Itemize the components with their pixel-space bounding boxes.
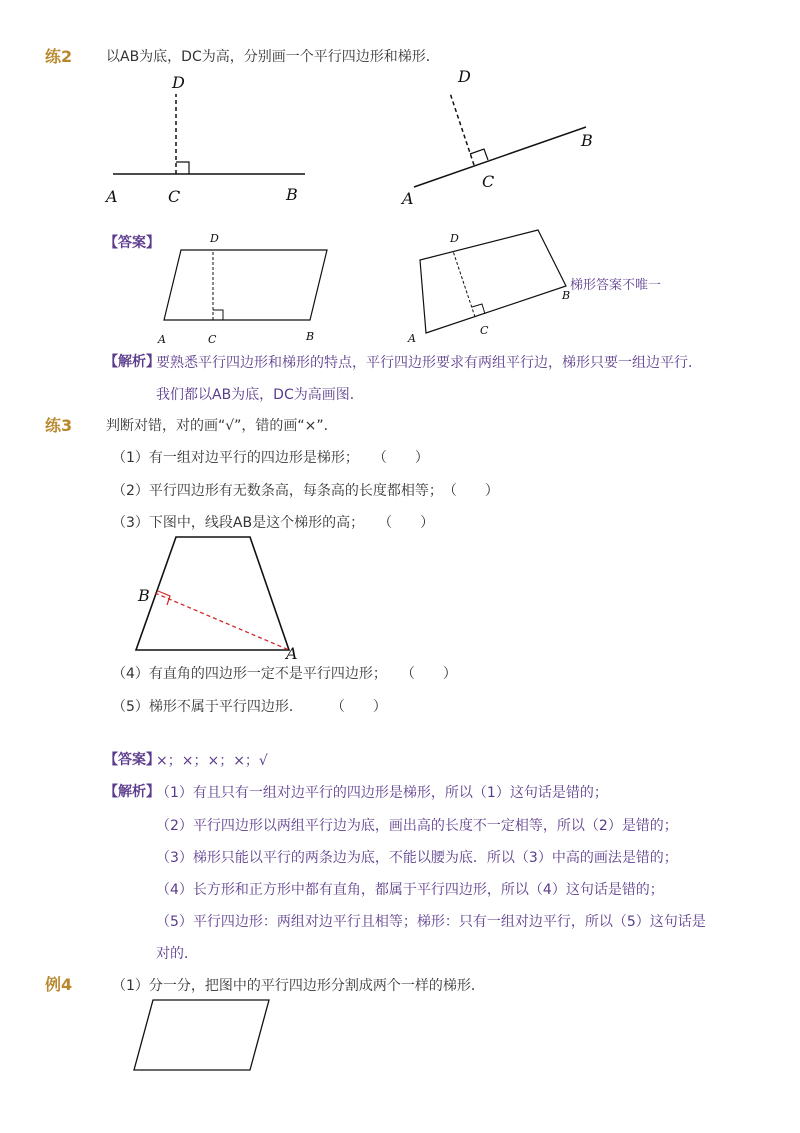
explain-line-1: 要熟悉平行四边形和梯形的特点，平行四边形要求有两组平行边，梯形只要一组边平行． (156, 355, 702, 371)
label-c: C (482, 172, 495, 191)
explain-line: （5）平行四边形：两组对边平行且相等；梯形：只有一组对边平行，所以（5）这句话是 (156, 914, 706, 930)
label-a: A (158, 333, 166, 346)
judge-item: （3）下图中，线段AB是这个梯形的高； （ ） (112, 515, 435, 531)
answer-note: 梯形答案不唯一 (570, 278, 662, 293)
judge-item: （1）有一组对边平行的四边形是梯形； （ ） (112, 450, 429, 466)
judge-item: （2）平行四边形有无数条高，每条高的长度都相等； （ ） (112, 483, 499, 499)
label-d: D (450, 232, 459, 245)
example-question: （1）分一分，把图中的平行四边形分割成两个一样的梯形． (112, 978, 485, 994)
answer-tag: 【答案】 (104, 752, 160, 768)
exercise-tag: 练2 (45, 47, 73, 66)
label-d: D (210, 232, 219, 245)
example-tag: 例4 (45, 975, 73, 994)
exercise-question: 以AB为底，DC为高，分别画一个平行四边形和梯形． (106, 49, 440, 65)
explain-line: （2）平行四边形以两组平行边为底，画出高的长度不一定相等，所以（2）是错的； (156, 818, 678, 834)
label-d: D (458, 67, 471, 86)
explain-tag: 【解析】 (104, 784, 160, 800)
label-b: B (286, 185, 298, 204)
label-d: D (172, 73, 185, 92)
label-a: A (402, 189, 414, 208)
label-c: C (208, 333, 217, 346)
parallelogram (134, 1000, 269, 1070)
answer-tag: 【答案】 (104, 235, 160, 251)
label-a: A (106, 187, 118, 206)
explain-tag: 【解析】 (104, 354, 160, 370)
label-c: C (480, 324, 489, 337)
label-b: B (562, 289, 571, 302)
explain-line: （4）长方形和正方形中都有直角，都属于平行四边形，所以（4）这句话是错的； (156, 882, 664, 898)
answer-text: ×；×；×；×；√ (156, 753, 268, 769)
label-b: B (306, 330, 315, 343)
exercise-tag: 练3 (45, 416, 73, 435)
explain-line: （1）有且只有一组对边平行的四边形是梯形，所以（1）这句话是错的； (156, 785, 608, 801)
explain-line-2: 我们都以AB为底，DC为高画图． (156, 387, 364, 403)
label-c: C (168, 187, 181, 206)
judge-item: （4）有直角的四边形一定不是平行四边形； （ ） (112, 666, 457, 682)
explain-line: （3）梯形只能以平行的两条边为底，不能以腰为底．所以（3）中高的画法是错的； (156, 850, 678, 866)
label-b: B (138, 586, 150, 605)
label-b: B (581, 131, 593, 150)
label-a: A (408, 332, 416, 345)
label-a: A (286, 644, 298, 663)
explain-line: 对的． (156, 946, 198, 962)
judge-item: （5）梯形不属于平行四边形． （ ） (112, 699, 387, 715)
exercise-question: 判断对错，对的画“√”，错的画“×”． (106, 418, 338, 434)
